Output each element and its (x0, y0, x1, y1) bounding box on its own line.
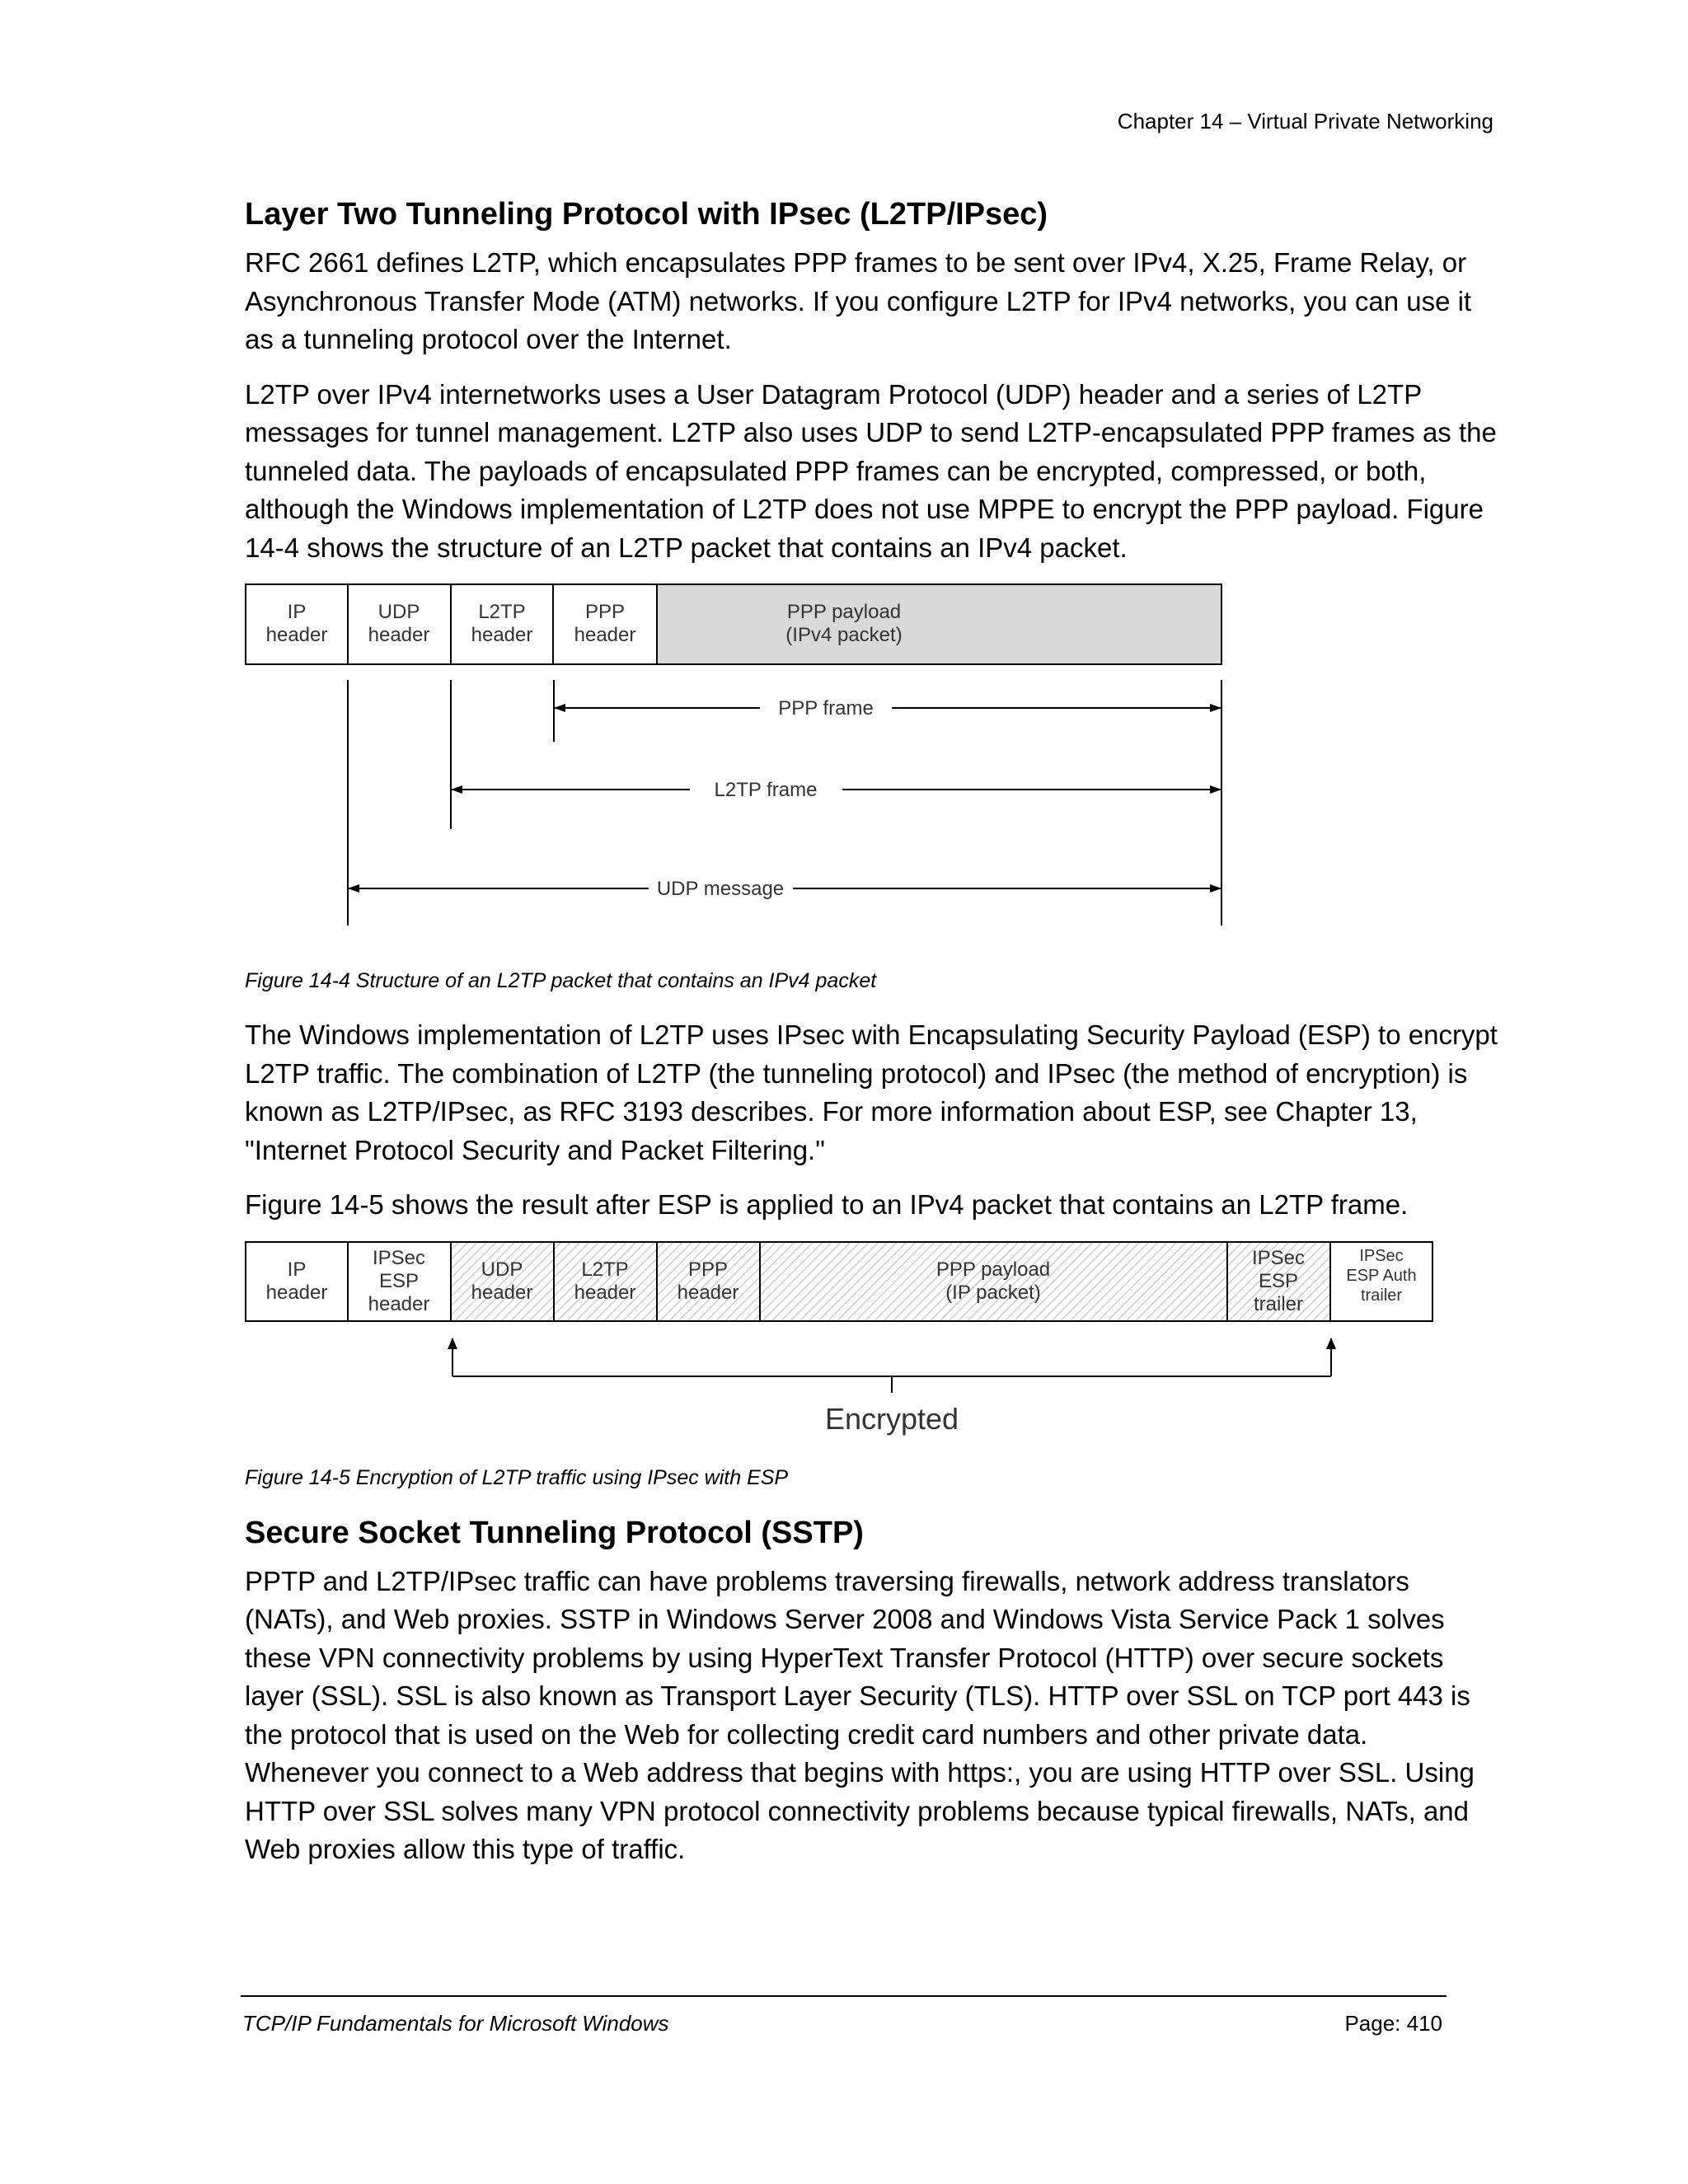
paragraph: RFC 2661 defines L2TP, which encapsulates PPP frames to be sent over IPv4, X.25, Frame Relay, or Asynchronous Transfer Mode (ATM) networks. If you configure L2TP for IPv4 networks, you can use it as a tunneling protocol over the Internet. (245, 247, 1472, 354)
field-label: PPP (584, 601, 626, 623)
footer-page-number: Page: 410 (1344, 2011, 1442, 2036)
field-ppp-payload (657, 584, 1221, 664)
field-label: UDP (481, 1258, 523, 1281)
encrypted-label: Encrypted (824, 1401, 959, 1436)
span-label-l2tp-frame: L2TP frame (714, 779, 818, 801)
field-label: header (368, 1292, 430, 1315)
field-label: ESP (1258, 1269, 1299, 1292)
paragraph: Figure 14-5 shows the result after ESP is applied to an IPv4 packet that contains an L2TP frame. (245, 1189, 1409, 1220)
field-label: trailer (1360, 1286, 1403, 1305)
field-label: (IP packet) (945, 1281, 1041, 1304)
field-label: (IPv4 packet) (785, 624, 903, 646)
figure-caption: Figure 14-4 Structure of an L2TP packet that contains an IPv4 packet (245, 969, 877, 992)
encrypted-bracket (452, 1338, 1331, 1393)
field-label: header (265, 624, 328, 646)
field-label: trailer (1253, 1292, 1304, 1315)
field-label: L2TP (478, 601, 526, 623)
section-title-l2tp: Layer Two Tunneling Protocol with IPsec (L2TP/IPsec) (245, 197, 1048, 232)
field-label: header (574, 1281, 636, 1304)
field-label: header (265, 1281, 328, 1304)
field-label: header (471, 624, 533, 646)
field-label: IP (287, 1258, 307, 1281)
field-label: ESP (378, 1269, 420, 1292)
paragraph: L2TP over IPv4 internetworks uses a User Datagram Protocol (UDP) header and a series of L2TP messages for tunnel management. L2TP also uses UDP to send L2TP-encapsulated PPP frames as the tunneled data. The payloads of encapsulated PPP frames can be encrypted, compressed, or both, although the Windows implementation of L2TP does not use MPPE to encrypt the PPP payload. Figure 14-4 shows the structure of an L2TP packet that contains an IPv4 packet. (245, 378, 1497, 563)
field-label: L2TP (581, 1258, 629, 1281)
field-label: PPP payload (935, 1258, 1051, 1281)
field-label: IPSec (1251, 1246, 1306, 1269)
page-content (245, 194, 1498, 1886)
footer-divider (241, 1995, 1447, 1997)
field-label: header (368, 624, 430, 646)
field-label: PPP payload (786, 601, 902, 623)
running-header: Chapter 14 – Virtual Private Networking (1117, 109, 1493, 134)
paragraph: PPTP and L2TP/IPsec traffic can have problems traversing firewalls, network address translators (NATs), and Web proxies. SSTP in Windows Server 2008 and Windows Vista Service Pack 1 solves these VPN connectivity problems by using HyperText Transfer Protocol (HTTP) over secure sockets layer (SSL). SSL is also known as Transport Layer Security (TLS). HTTP over SSL on TCP port 443 is the protocol that is used on the Web for collecting credit card numbers and other private data. Whenever you connect to a Web address that begins with https:, you are using HTTP over SSL. Using HTTP over SSL solves many VPN protocol connectivity problems because typical firewalls, NATs, and Web proxies allow this type of traffic. (245, 1565, 1475, 1864)
field-label: IPSec (1359, 1246, 1404, 1265)
field-label: PPP (687, 1258, 729, 1281)
field-label: header (677, 1281, 739, 1304)
footer-book-title: TCP/IP Fundamentals for Microsoft Windows (242, 2011, 669, 2036)
paragraph: The Windows implementation of L2TP uses IPsec with Encapsulating Security Payload (ESP) to encrypt L2TP traffic. The combination of L2TP (the tunneling protocol) and IPsec (the method of encryption) is known as L2TP/IPsec, as RFC 3193 describes. For more information about ESP, see Chapter 13, "Internet Protocol Security and Packet Filtering." (245, 1019, 1498, 1165)
figure-esp-encrypted-packet (245, 1241, 1498, 1447)
section-title-sstp: Secure Socket Tunneling Protocol (SSTP) (245, 1515, 864, 1550)
field-label: ESP Auth (1346, 1266, 1417, 1285)
field-label: header (574, 624, 636, 646)
figure-caption: Figure 14-5 Encryption of L2TP traffic using IPsec with ESP (245, 1465, 789, 1489)
span-label-udp-message: UDP message (656, 878, 785, 900)
field-label: IPSec (372, 1246, 426, 1269)
field-label: header (471, 1281, 533, 1304)
field-label: UDP (377, 601, 420, 623)
span-label-ppp-frame: PPP frame (778, 697, 874, 719)
field-label: IP (287, 601, 307, 623)
figure-l2tp-packet-structure (245, 583, 1498, 950)
